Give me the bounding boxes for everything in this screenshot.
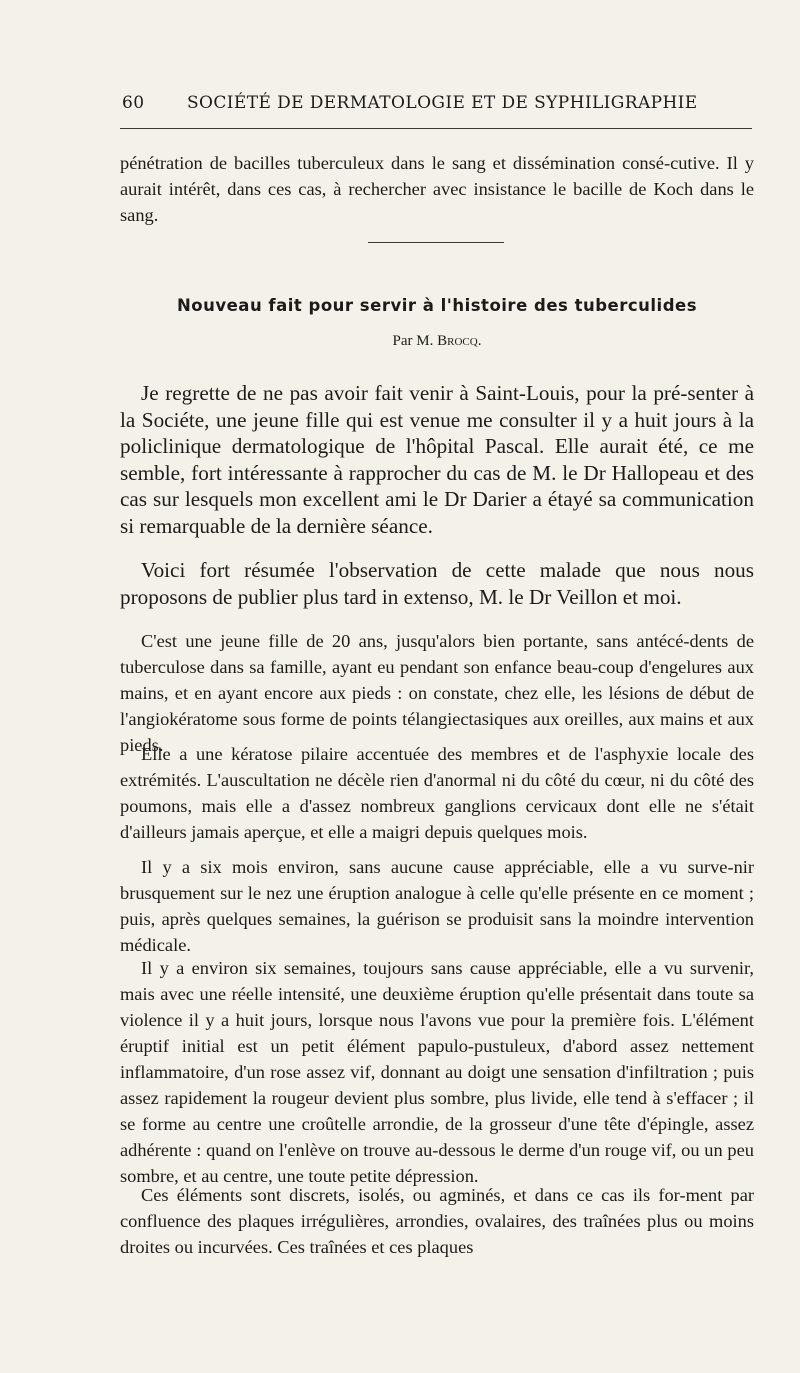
- continuation-paragraph: pénétration de bacilles tuberculeux dans le sang et dissémination consé-cutive. Il y aurait intérêt, dans ces cas, à rechercher avec insistance le bacille de Koch dans le sang.: [120, 153, 754, 225]
- body-paragraph: C'est une jeune fille de 20 ans, jusqu'alors bien portante, sans antécé-dents de tuberculose dans sa famille, ayant eu pendant son enfance beau-coup d'engelures aux mains, et en ayant encore aux pieds : on constate, chez elle, les lésions de début de l'angiokératome sous forme de points télangiectasiques aux oreilles, aux mains et aux pieds.: [120, 631, 754, 755]
- article-byline: [120, 333, 754, 350]
- byline-prefix: Par M.: [392, 333, 434, 349]
- body-paragraph: Ces éléments sont discrets, isolés, ou agminés, et dans ce cas ils for-ment par confluence des plaques irrégulières, arrondies, ovalaires, des traînées plus ou moins droites ou incurvées. Ces traînées et ces plaques: [120, 1185, 754, 1257]
- article-title: Nouveau fait pour servir à l'histoire des tuberculides: [176, 296, 698, 315]
- running-header: [122, 93, 752, 117]
- page-number: 60: [122, 93, 145, 113]
- intro-paragraph: Voici fort résumée l'observation de cette malade que nous nous proposons de publier plus tard in extenso, M. le Dr Veillon et moi.: [120, 558, 754, 609]
- body-paragraph: Il y a environ six semaines, toujours sans cause appréciable, elle a vu survenir, mais avec une réelle intensité, une deuxième éruption qu'elle présentait dans toute sa violence il y a huit jours, lorsque nous l'avons vue pour la première fois. L'élément éruptif initial est un petit élément papulo-pustuleux, d'abord assez nettement inflammatoire, d'un rose assez vif, donnant au doigt une sensation d'infiltration ; puis assez rapidement la rougeur devient plus sombre, plus livide, elle tend à s'effacer ; il se forme au centre une croûtelle arrondie, de la grosseur d'une tête d'épingle, assez adhérente : quand on l'enlève on trouve au-dessous le derme d'un rouge vif, ou un peu sombre, et au centre, une toute petite dépression.: [120, 958, 754, 1186]
- body-paragraph: Il y a six mois environ, sans aucune cause appréciable, elle a vu surve-nir brusquement sur le nez une éruption analogue à celle qu'elle présente en ce moment ; puis, après quelques semaines, la guérison se produisit sans la moindre intervention médicale.: [120, 857, 754, 955]
- section-divider: [368, 242, 504, 243]
- intro-paragraph: Je regrette de ne pas avoir fait venir à Saint-Louis, pour la pré-senter à la Sociéte, une jeune fille qui est venue me consulter il y a huit jours à la policlinique dermatologique de l'hôpital Pascal. Elle aurait été, ce me semble, fort intéressante à rapprocher du cas de M. le Dr Hallopeau et des cas sur lesquels mon excellent ami le Dr Darier a étayé sa communication si remarquable de la dernière séance.: [120, 381, 754, 538]
- body-paragraph: Elle a une kératose pilaire accentuée des membres et de l'asphyxie locale des extrémités. L'auscultation ne décèle rien d'anormal ni du côté du cœur, ni du côté des poumons, mais elle a d'assez nombreux ganglions cervicaux dont elle ne s'était d'ailleurs jamais aperçue, et elle a maigri depuis quelques mois.: [120, 744, 754, 842]
- running-title: SOCIÉTÉ DE DERMATOLOGIE ET DE SYPHILIGRAPHIE: [187, 93, 698, 113]
- byline-author: Brocq.: [437, 333, 482, 349]
- header-rule: [120, 128, 752, 129]
